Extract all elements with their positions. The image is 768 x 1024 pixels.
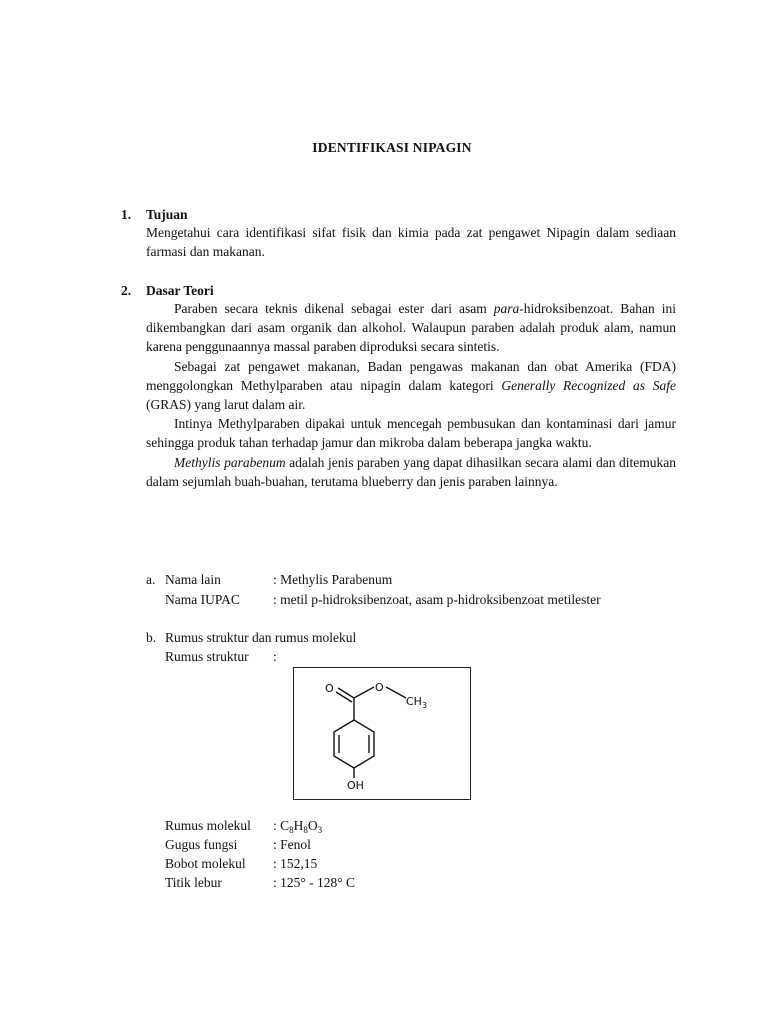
methyl-label: $CH_3$ [406,695,428,710]
molecular-weight-label: Bobot molekul [165,856,246,871]
theory-paragraph: Paraben secara teknis dikenal sebagai ester dari asam para-hidroksibenzoat. Bahan ini dikembangkan dari asam organik dan alkohol. Walaupun paraben adalah produk alam, namun karena penggunaannya massal paraben diproduksi secara sintetis. [146,301,676,355]
section-number: 1. [121,207,132,222]
structure-heading: Rumus struktur dan rumus molekul [165,630,357,645]
formula-label: Rumus molekul [165,818,251,833]
theory-paragraph: Sebagai zat pengawet makanan, Badan pengawas makanan dan obat Amerika (FDA) menggolongkan Methylparaben atau nipagin dalam kategori Generally Recognized as Safe (GRAS) yang larut dalam air. [146,358,676,413]
methylparaben-structure [294,668,469,798]
iupac-value: : metil p-hidroksibenzoat, asam p-hidroksibenzoat metilester [273,592,601,607]
section-number: 2. [121,283,132,298]
name-value: : Methylis Parabenum [273,572,393,587]
structure-diagram-frame [293,667,471,800]
ester-oxygen-label: O [375,681,384,694]
list-marker: b. [146,630,157,645]
properties-list [165,816,565,896]
structure-label: Rumus struktur [165,649,249,664]
page-title: IDENTIFIKASI NIPAGIN [312,140,472,155]
tujuan-text [146,223,676,261]
molecular-weight-value: : 152,15 [273,856,318,871]
theory-paragraph: Methylis parabenum adalah jenis paraben yang dapat dihasilkan secara alami dan ditemukan dalam sejumlah buah-buahan, terutama blueberry dan jenis paraben lainnya. [146,454,677,489]
melting-point-value: : 125° - 128° C [273,875,356,890]
section-heading: Tujuan [146,207,188,222]
section-heading: Dasar Teori [146,283,214,298]
structure-colon: : [273,649,277,664]
tujuan-paragraph: Mengetahui cara identifikasi sifat fisik dan kimia pada zat pengawet Nipagin dalam sediaan farmasi dan makanan. [146,225,676,260]
functional-group-value: : Fenol [273,837,311,852]
name-label: Nama lain [165,572,221,587]
theory-paragraph: Intinya Methylparaben dipakai untuk mencegah pembusukan dan kontaminasi dari jamur sehingga produk tahan terhadap jamur dan mikroba dalam beberapa jangka waktu. [146,416,676,451]
list-marker: a. [146,572,156,587]
names-list [146,570,686,610]
melting-point-label: Titik lebur [165,875,222,890]
structure-header [146,628,546,668]
carbonyl-oxygen-label: O [325,682,334,695]
iupac-label: Nama IUPAC [165,592,240,607]
hydroxyl-label: OH [347,779,364,792]
functional-group-label: Gugus fungsi [165,837,238,852]
formula-value: : $C_8H_8O_3$ [273,818,323,835]
dasar-teori-body [146,299,676,491]
